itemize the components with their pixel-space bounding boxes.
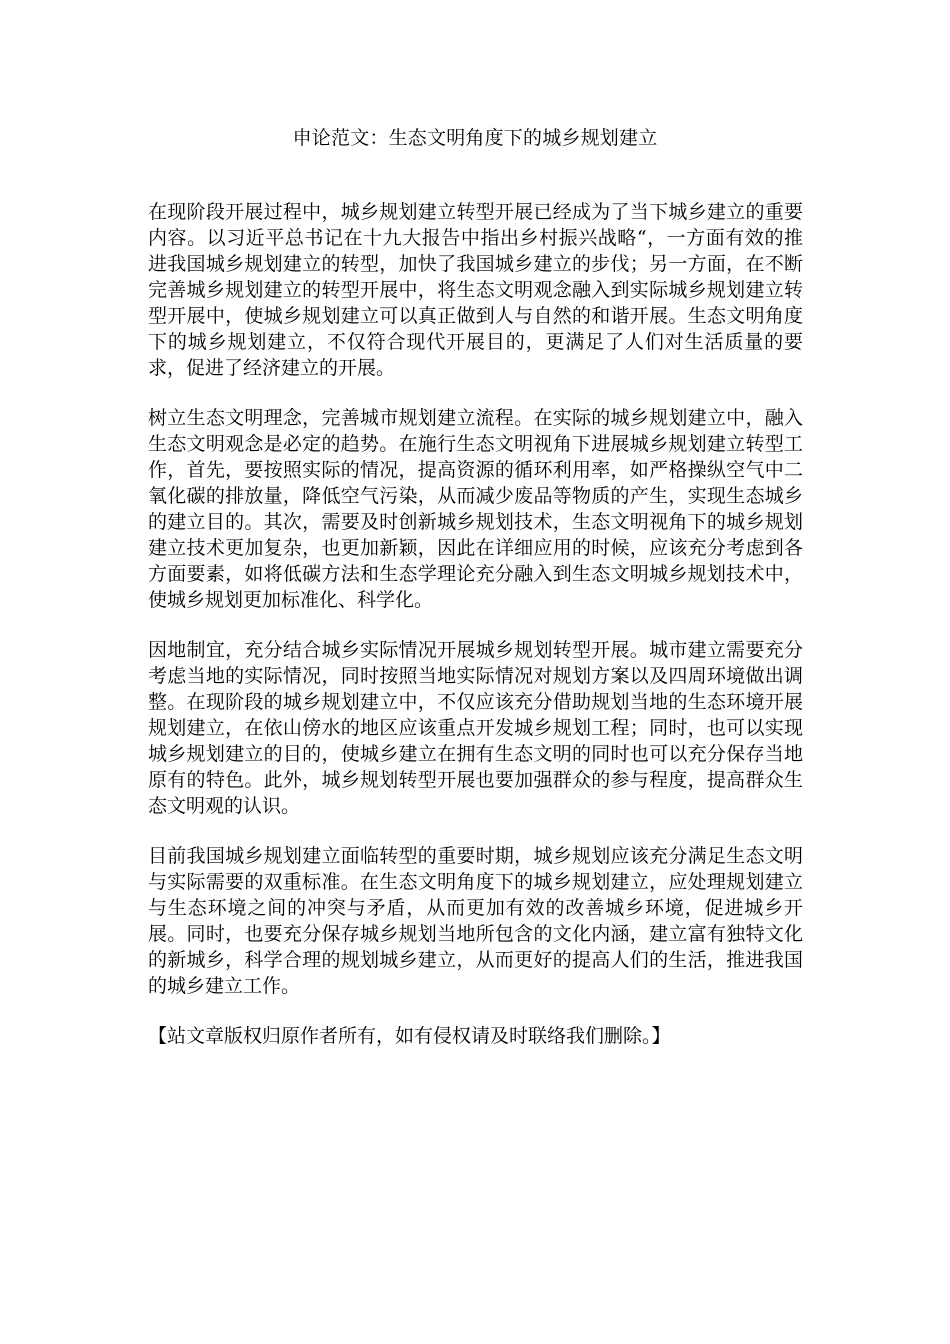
document-title: 申论范文：生态文明角度下的城乡规划建立 (292, 127, 658, 149)
paragraph-intro: 在现阶段开展过程中，城乡规划建立转型开展已经成为了当下城乡建立的重要内容。以习近平总书记在十九大报告中指出乡村振兴战略“，一方面有效的推进我国城乡规划建立的转型，加快了我国城乡建立的步伐；另一方面，在不断完善城乡规划建立的转型开展中，将生态文明观念融入到实际城乡规划建立转型开展中，使城乡规划建立可以真正做到人与自然的和谐开展。生态文明角度下的城乡规划建立，不仅符合现代开展目的，更满足了人们对生活质量的要求，促进了经济建立的开展。 (148, 201, 803, 379)
paragraph-conclusion: 目前我国城乡规划建立面临转型的重要时期，城乡规划应该充分满足生态文明与实际需要的双重标准。在生态文明角度下的城乡规划建立，应处理规划建立与生态环境之间的冲突与矛盾，从而更加有效的改善城乡环境，促进城乡开展。同时，也要充分保存城乡规划当地所包含的文化内涵，建立富有独特文化的新城乡，科学合理的规划城乡建立，从而更好的提高人们的生活，推进我国的城乡建立工作。 (148, 845, 803, 997)
paragraph-ecological-concept: 树立生态文明理念，完善城市规划建立流程。在实际的城乡规划建立中，融入生态文明观念是必定的趋势。在施行生态文明视角下进展城乡规划建立转型工作，首先，要按照实际的情况，提高资源的循环利用率，如严格操纵空气中二氧化碳的排放量，降低空气污染，从而减少废品等物质的产生，实现生态城乡的建立目的。其次，需要及时创新城乡规划技术，生态文明视角下的城乡规划建立技术更加复杂，也更加新颖，因此在详细应用的时候，应该充分考虑到各方面要素，如将低碳方法和生态学理论充分融入到生态文明城乡规划技术中，使城乡规划更加标准化、科学化。 (148, 407, 803, 611)
copyright-notice: 【站文章版权归原作者所有，如有侵权请及时联络我们删除。】 (148, 1025, 671, 1047)
paragraph-local-conditions: 因地制宜，充分结合城乡实际情况开展城乡规划转型开展。城市建立需要充分考虑当地的实际情况，同时按照当地实际情况对规划方案以及四周环境做出调整。在现阶段的城乡规划建立中，不仅应该充分借助规划当地的生态环境开展规划建立，在依山傍水的地区应该重点开发城乡规划工程；同时，也可以实现城乡规划建立的目的，使城乡建立在拥有生态文明的同时也可以充分保存当地原有的特色。此外，城乡规划转型开展也要加强群众的参与程度，提高群众生态文明观的认识。 (148, 639, 803, 817)
document-body (148, 199, 803, 1049)
